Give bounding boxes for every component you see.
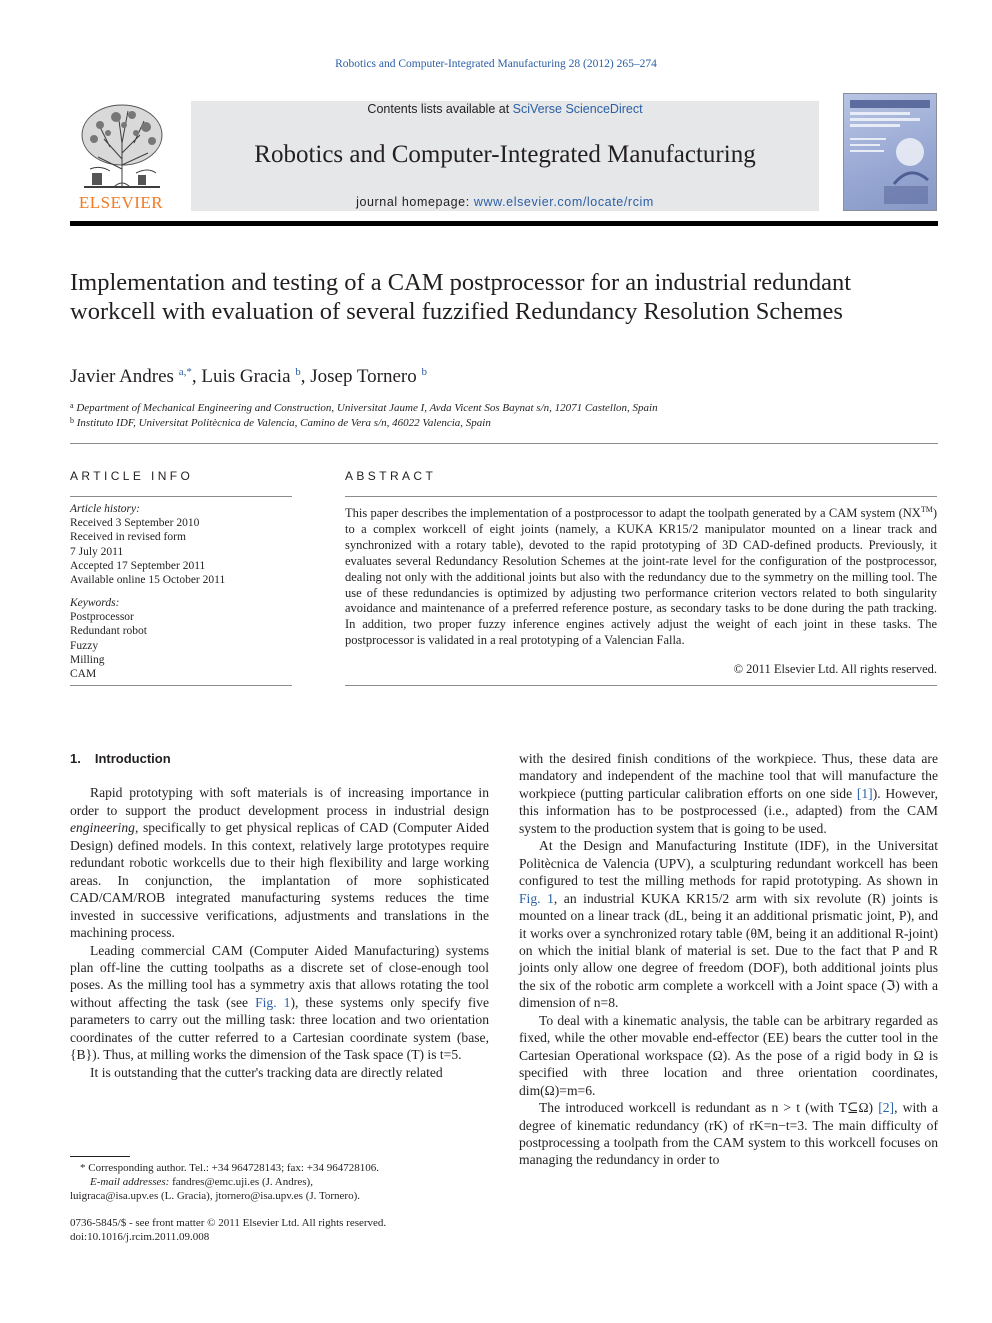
abstract-heading: ABSTRACT xyxy=(345,469,437,483)
corresponding-author-note: * Corresponding author. Tel.: +34 964728143; fax: +34 964728106. xyxy=(80,1162,379,1174)
text-run: with the desired finish conditions of the workpiece. Thus, these data are mandatory and independent of the machine tool that will manufacture the workpiece (putting particular calibration efforts on one side xyxy=(519,751,938,801)
journal-citation[interactable]: Robotics and Computer-Integrated Manufacturing 28 (2012) 265–274 xyxy=(335,58,657,70)
article-info-bottom-rule xyxy=(70,685,292,686)
figure-link[interactable]: Fig. 1 xyxy=(255,994,291,1010)
elsevier-tree-icon xyxy=(70,99,172,191)
paragraph xyxy=(519,1099,938,1169)
keyword: CAM xyxy=(70,668,97,681)
paragraph: To deal with a kinematic analysis, the table can be arbitrary regarded as fixed, while the other movable end-effector (EE) bears the cutter tool in the Cartesian Operational workspace (Ω). As the pose of a rigid body in Ω is specified with three location and three orientation coordinates, dim(Ω)=m=6. xyxy=(519,1012,938,1098)
author-name[interactable]: Javier Andres xyxy=(70,366,174,387)
author-name[interactable]: Josep Tornero xyxy=(310,366,417,387)
text-run: , specifically to get physical replicas of CAD (Computer Aided Design) defined models. In this context, relatively large prototypes require redundant robotic workcells due to their high flexibility and large working areas. In conjunction, the implantation of more sophisticated CAD/CAM/ROB integrated manufacturing systems reduces the time invested in successive verifications, adjustments and translations in the machining process. xyxy=(70,820,489,941)
article-history-label: Article history: xyxy=(70,503,140,515)
elsevier-wordmark: ELSEVIER xyxy=(78,193,164,212)
text-run: Rapid prototyping with soft materials is of increasing importance in order to support the product development process in industrial design xyxy=(70,785,489,818)
text-run: At the Design and Manufacturing Institute (IDF), in the Universitat Politècnica de Valencia (UPV), a sculpturing redundant workcell has been configured to test the milling methods for rapid prototyping. As shown in xyxy=(519,838,938,889)
abstract-text xyxy=(345,502,937,649)
author-affiliation-mark[interactable]: b xyxy=(295,366,301,378)
section-title: Introduction xyxy=(94,751,171,766)
homepage-prefix: journal homepage: xyxy=(356,195,474,209)
abstract-part: ) to a complex workcell of eight joints (namely, a KUKA KR15/2 manipulator mounted on a linear track and synchronized with a rotary table), devoted to the rapid prototyping of 3D CAD-defined products. Previously, it evaluates several Redundancy Resolution Schemes at the joint-rate level for the configuration of the postprocessor, dealing not only with the additional joints but also with the redundancy due to the symmetry on the milling tool. The use of these redundancies is optimized by adjusting two performance criterion vectors related to both singularity avoidance and maintenance of a preferred reference posture, as secondary tasks to be done during the path tracking. In addition, two proper fuzzy inference engines actively adjust the weight of each joint in these tasks. The postprocessor is validated in a real prototyping of a Valencian Falla. xyxy=(345,506,937,648)
email-address[interactable]: fandres@emc.uji.es (J. Andres), xyxy=(169,1176,313,1188)
email-line xyxy=(70,1175,489,1189)
paragraph xyxy=(519,750,938,837)
keyword: Milling xyxy=(70,653,105,666)
abstract-rule xyxy=(345,496,937,497)
text-run: , an industrial KUKA KR15/2 arm with six revolute (R) joints is mounted on a linear track (dL, being it an additional prismatic joint, P), and it works over a synchronized rotary table (θM, being it an additional R-joint) on which the initial blank of material is set. Due to the fact that P and R joints only allow one degree of freedom (DOF), both additional joints plus the six of the robotic arm complete a workcell with a Joint space (ℑ) with a dimension of n=8. xyxy=(519,890,938,1011)
contents-line xyxy=(191,102,819,116)
history-entry: Available online 15 October 2011 xyxy=(70,574,226,587)
history-entry: Received in revised form xyxy=(70,531,186,544)
affiliation-text: Department of Mechanical Engineering and Construction, Universitat Jaume I, Avda Vicent Sos Baynat s/n, 12071 Castellon, Spain xyxy=(76,402,658,414)
history-entry: 7 July 2011 xyxy=(70,545,124,558)
author-list: Javier Andres $^{a,*}$, Luis Gracia $^b$, Josep Tornero $^b$ xyxy=(70,366,427,387)
email-label: E-mail addresses: xyxy=(90,1176,170,1188)
keyword: Fuzzy xyxy=(70,639,99,652)
doi-link[interactable]: doi:10.1016/j.rcim.2011.09.008 xyxy=(70,1231,210,1243)
article-history xyxy=(70,502,292,587)
keyword: Redundant robot xyxy=(70,625,147,638)
reference-link[interactable]: [2] xyxy=(878,1100,895,1116)
author-name[interactable]: Luis Gracia xyxy=(201,366,291,387)
author-affiliation-mark[interactable]: a,* xyxy=(178,366,192,378)
journal-cover-icon xyxy=(844,94,936,210)
affiliation-mark: a xyxy=(70,401,74,410)
reference-link[interactable]: [1] xyxy=(856,785,873,801)
journal-cover-thumbnail[interactable] xyxy=(843,93,937,211)
keywords-label: Keywords: xyxy=(70,597,120,609)
header-divider xyxy=(70,443,938,444)
affiliation-text: Instituto IDF, Universitat Politècnica de Valencia, Camino de Vera s/n, 46022 Valencia, Spain xyxy=(76,417,491,429)
issn-line: 0736-5845/$ - see front matter © 2011 Elsevier Ltd. All rights reserved. xyxy=(70,1217,387,1229)
body-left-column xyxy=(70,750,489,1081)
journal-homepage-link[interactable]: www.elsevier.com/locate/rcim xyxy=(473,195,654,209)
paragraph: It is outstanding that the cutter's tracking data are directly related xyxy=(90,1064,443,1080)
keywords xyxy=(70,596,292,681)
abstract-copyright: © 2011 Elsevier Ltd. All rights reserved. xyxy=(733,662,937,676)
contents-prefix: Contents lists available at xyxy=(367,102,513,116)
paragraph xyxy=(70,942,489,1064)
masthead-rule xyxy=(70,221,938,226)
masthead xyxy=(70,91,938,213)
author-affiliation-mark[interactable]: b xyxy=(421,366,427,378)
homepage-line xyxy=(191,195,819,209)
elsevier-logo[interactable] xyxy=(70,99,172,213)
keyword: Postprocessor xyxy=(70,611,134,624)
affiliation-mark: b xyxy=(70,416,74,425)
paragraph xyxy=(519,837,938,1012)
history-entry: Received 3 September 2010 xyxy=(70,517,200,530)
text-run: ). However, this information has to be postprocessed (i.e., adapted) from the CAM system to the production system that is going to be used. xyxy=(519,785,939,836)
text-run: , with a degree of kinematic redundancy (rK) of rK=n−t=3. The main difficulty of postprocessing a toolpath from the CAM system to this workcell focuses on managing the redundancy in order to xyxy=(519,1100,938,1168)
emphasis: engineering xyxy=(70,820,135,836)
article-info-heading: ARTICLE INFO xyxy=(70,469,194,483)
affiliation xyxy=(70,416,938,429)
affiliation xyxy=(70,401,938,414)
journal-banner xyxy=(191,101,819,211)
figure-link[interactable]: Fig. 1 xyxy=(519,890,554,906)
text-run: ), these systems only specify five parameters to carry out the milling task: three location and two orientation coordinates of the cutter referred to a Cartesian coordinate system (base, {B}). Thus, at milling works the dimension of the Task space (T) is t=5. xyxy=(70,994,489,1063)
footnote-rule xyxy=(70,1156,130,1157)
sciencedirect-link[interactable]: SciVerse ScienceDirect xyxy=(512,102,643,116)
journal-title: Robotics and Computer-Integrated Manufacturing xyxy=(254,141,756,168)
email-address[interactable]: luigraca@isa.upv.es (L. Gracia), jtornero@isa.upv.es (J. Tornero). xyxy=(70,1190,361,1202)
abstract-bottom-rule xyxy=(345,685,937,686)
paragraph xyxy=(70,784,489,941)
body-right-column xyxy=(519,750,938,1169)
history-entry: Accepted 17 September 2011 xyxy=(70,559,206,572)
article-title: Implementation and testing of a CAM postprocessor for an industrial redundant workcell with evaluation of several fuzzified Redundancy Resolution Schemes xyxy=(70,269,852,325)
article-info-rule xyxy=(70,496,292,497)
text-run: Leading commercial CAM (Computer Aided Manufacturing) systems plan off-line the cutting toolpaths as a discrete set of close-enough tool poses. As the milling tool has a symmetry axis that allows rotating the tool without affecting the task (see xyxy=(70,942,489,1010)
section-number: 1. xyxy=(70,751,81,766)
trademark-mark: TM xyxy=(920,505,933,514)
abstract-part: This paper describes the implementation of a postprocessor to adapt the toolpath generated by a CAM system (NX xyxy=(345,506,921,520)
text-run: The introduced workcell is redundant as n > t (with T⊆Ω) xyxy=(539,1100,879,1116)
section-heading xyxy=(70,750,489,767)
